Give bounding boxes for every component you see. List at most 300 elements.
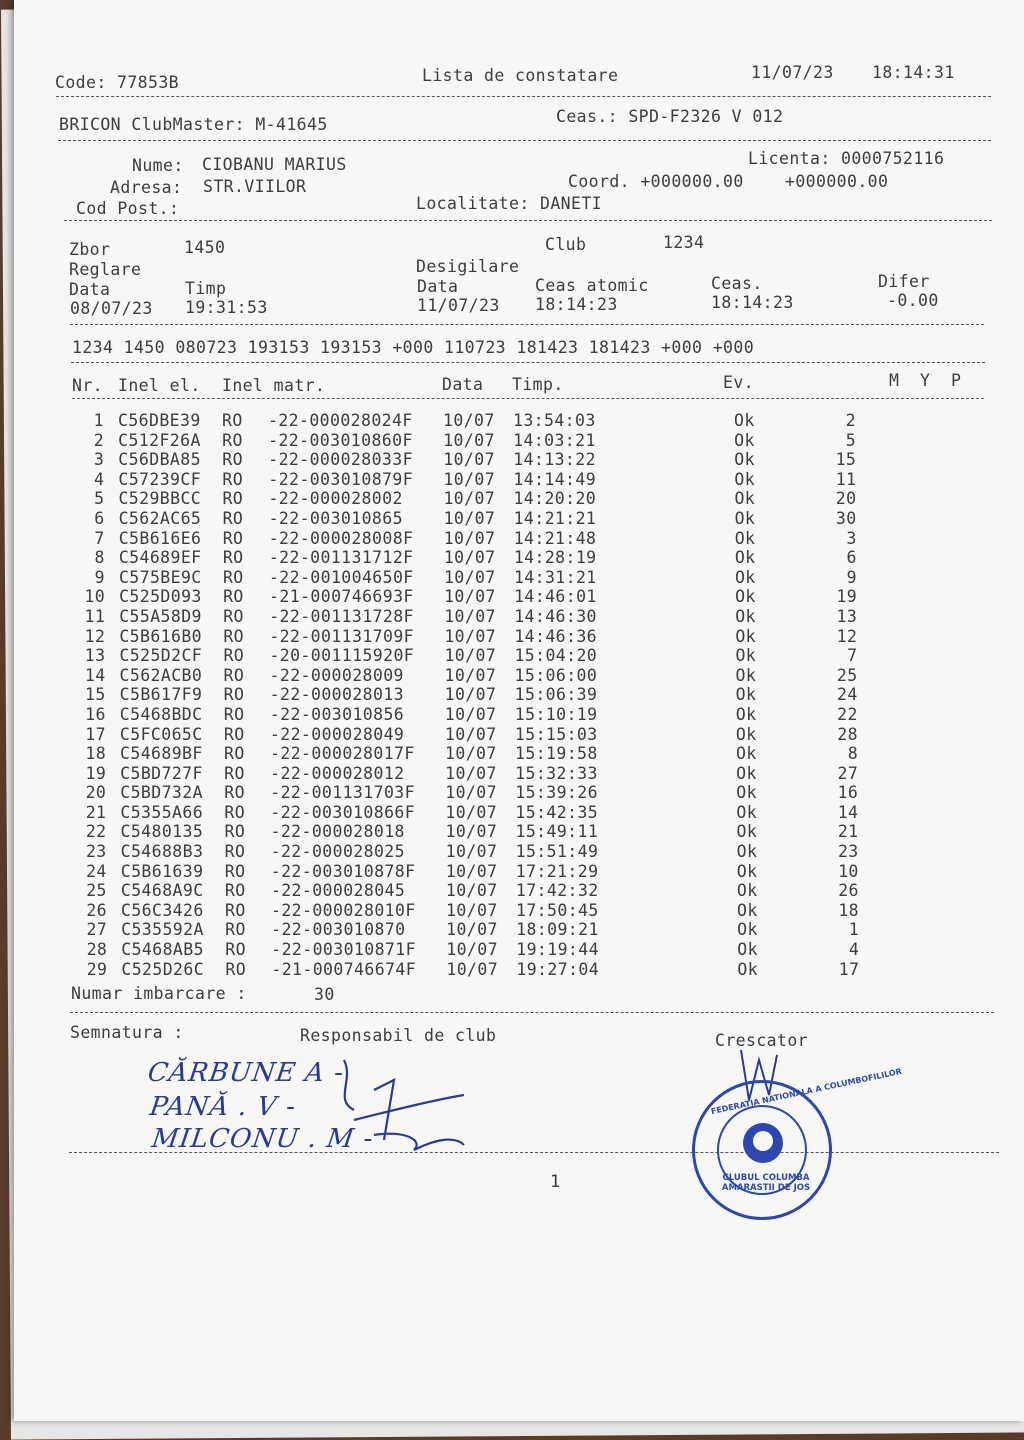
- arrival-date: 10/07: [444, 704, 497, 724]
- row-number: 12: [84, 626, 106, 646]
- event-status: Ok: [735, 606, 756, 626]
- ring-matr: -22-000028010F: [271, 900, 416, 920]
- arrival-date: 10/07: [446, 940, 498, 960]
- stamp-logo-icon: [743, 1123, 783, 1163]
- event-status: Ok: [734, 528, 756, 548]
- date-label-2: Data: [417, 277, 459, 296]
- ring-el: C562ACB0: [119, 665, 203, 685]
- ring-el: C5B617F9: [119, 685, 203, 705]
- ring-matr: -22-003010870: [271, 920, 406, 940]
- arrival-date: 10/07: [445, 881, 498, 901]
- country-code: RO: [223, 626, 244, 646]
- arrival-date: 10/07: [443, 450, 495, 470]
- event-status: Ok: [734, 508, 756, 528]
- ring-matr: -21-000746693F: [269, 587, 414, 607]
- clock-time: 18:14:23: [711, 293, 794, 312]
- breeder-label: Crescator: [715, 1031, 809, 1050]
- ring-el: C54688B3: [120, 842, 204, 862]
- row-number: 9: [94, 567, 105, 587]
- country-code: RO: [225, 959, 247, 979]
- country-code: RO: [223, 724, 245, 744]
- ring-matr: -22-000028049: [269, 724, 405, 744]
- col-ring-matr: Inel matr.: [222, 376, 326, 395]
- position: 20: [835, 489, 857, 509]
- country-code: RO: [224, 744, 245, 764]
- row-number: 1: [93, 411, 104, 430]
- country-code: RO: [224, 802, 246, 822]
- country-code: RO: [223, 587, 244, 607]
- event-status: Ok: [736, 881, 758, 901]
- ring-matr: -22-003010856: [269, 704, 405, 724]
- event-status: Ok: [736, 763, 757, 783]
- position: 28: [837, 724, 858, 744]
- stamp-top-text: FEDERATIA NATIONALA A COLUMBOFILILOR: [710, 1066, 903, 1117]
- ring-matr: -22-003010860F: [268, 430, 413, 450]
- table-row: [70, 411, 970, 431]
- locality: Localitate: DANETI: [416, 194, 603, 213]
- country-code: RO: [222, 450, 243, 470]
- row-number: 28: [86, 940, 108, 960]
- table-row: [70, 489, 970, 509]
- country-code: RO: [224, 763, 245, 783]
- row-number: 27: [86, 920, 108, 940]
- ring-el: C5480135: [120, 822, 204, 842]
- event-status: Ok: [734, 450, 755, 470]
- ring-matr: -22-000028033F: [268, 450, 413, 470]
- country-code: RO: [224, 842, 246, 862]
- country-code: RO: [223, 685, 245, 705]
- arrival-time: 19:19:44: [516, 940, 599, 960]
- divider: [58, 140, 991, 141]
- arrival-date: 10/07: [446, 959, 499, 979]
- position: 14: [837, 802, 859, 822]
- ring-matr: -22-001131703F: [270, 783, 415, 803]
- event-status: Ok: [735, 704, 757, 724]
- arrival-time: 17:21:29: [515, 861, 599, 881]
- table-row: [71, 646, 971, 666]
- row-number: 13: [84, 646, 106, 666]
- arrival-date: 10/07: [443, 528, 496, 548]
- arrival-date: 10/07: [444, 626, 496, 646]
- ring-el: C562AC65: [118, 508, 202, 528]
- position: 25: [836, 665, 858, 685]
- handwritten-name-1: CĂRBUNE A -: [145, 1058, 347, 1088]
- address-label: Adresa:: [110, 178, 183, 197]
- ring-el: C525D2CF: [119, 646, 203, 666]
- arrival-time: 15:42:35: [515, 802, 599, 822]
- ring-matr: -22-000028008F: [268, 528, 414, 548]
- arrival-time: 15:19:58: [515, 744, 598, 764]
- position: 11: [835, 469, 857, 489]
- arrival-time: 15:49:11: [515, 822, 599, 842]
- ring-matr: -22-003010879F: [268, 469, 414, 489]
- position: 6: [846, 548, 857, 568]
- divider: [64, 220, 992, 221]
- arrival-time: 15:04:20: [514, 646, 598, 666]
- ring-matr: -22-000028018: [270, 822, 405, 842]
- arrival-time: 14:28:19: [513, 548, 597, 568]
- boarding-count: 30: [314, 985, 335, 1004]
- event-status: Ok: [734, 430, 755, 450]
- row-number: 29: [86, 959, 108, 979]
- row-number: 25: [86, 881, 107, 901]
- position: 5: [845, 430, 857, 450]
- divider: [69, 1152, 999, 1153]
- club-stamp: [692, 1066, 903, 1220]
- ring-matr: -22-000028012: [270, 763, 405, 783]
- row-number: 5: [94, 489, 105, 509]
- arrival-date: 10/07: [443, 567, 496, 587]
- arrival-time: 15:06:39: [514, 685, 598, 705]
- arrival-date: 10/07: [443, 489, 496, 509]
- ring-el: C575BE9C: [118, 567, 202, 587]
- position: 8: [847, 744, 859, 764]
- country-code: RO: [222, 469, 244, 489]
- atomic-time: 18:14:23: [535, 295, 618, 314]
- arrival-date: 10/07: [443, 411, 495, 430]
- ring-el: C56DBE39: [118, 411, 201, 430]
- event-status: Ok: [737, 920, 758, 940]
- arrival-date: 10/07: [445, 822, 498, 842]
- arrival-time: 14:46:36: [514, 626, 597, 646]
- arrival-date: 10/07: [444, 606, 496, 626]
- table-row: [71, 529, 971, 549]
- event-status: Ok: [734, 469, 756, 489]
- col-ring-el: Inel el.: [118, 376, 201, 395]
- clock-label-2: Ceas.: [711, 274, 763, 293]
- event-status: Ok: [735, 646, 757, 666]
- position: 12: [836, 626, 858, 646]
- report-title: Lista de constatare: [422, 66, 619, 85]
- arrival-date: 10/07: [445, 802, 498, 822]
- table-row: [72, 803, 972, 823]
- ring-matr: -22-003010878F: [270, 861, 416, 881]
- table-row: [73, 901, 973, 921]
- ring-el: C5B616B0: [119, 626, 202, 646]
- device-label: BRICON ClubMaster: M-41645: [59, 115, 328, 134]
- event-status: Ok: [735, 587, 756, 607]
- table-row: [72, 666, 972, 686]
- ring-el: C5468BDC: [119, 704, 203, 724]
- arrival-date: 10/07: [445, 763, 497, 783]
- table-row: [73, 822, 973, 842]
- report-code: Code: 77853B: [55, 73, 180, 92]
- position: 15: [835, 450, 857, 470]
- event-status: Ok: [736, 861, 758, 881]
- postal-label: Cod Post.:: [76, 199, 180, 218]
- event-status: Ok: [734, 548, 756, 568]
- arrival-time: 15:32:33: [515, 763, 598, 783]
- ring-matr: -22-001131709F: [269, 626, 414, 646]
- country-code: RO: [222, 548, 244, 568]
- row-number: 4: [94, 469, 105, 489]
- col-nr: Nr.: [72, 376, 104, 395]
- row-number: 17: [85, 724, 106, 744]
- divider: [70, 324, 984, 325]
- arrival-time: 17:50:45: [516, 900, 599, 920]
- table-row: [72, 744, 972, 764]
- ring-matr: -22-000028017F: [270, 744, 415, 764]
- arrival-date: 10/07: [443, 430, 495, 450]
- position: 18: [838, 900, 859, 920]
- ring-el: C54689EF: [118, 548, 202, 568]
- boarding-label: Numar imbarcare :: [71, 984, 247, 1003]
- arrival-time: 14:46:30: [514, 606, 597, 626]
- ring-matr: -22-001004650F: [268, 567, 414, 587]
- event-status: Ok: [737, 940, 758, 960]
- ring-el: C56DBA85: [118, 450, 201, 470]
- ring-matr: -22-003010865: [268, 508, 403, 528]
- position: 2: [845, 411, 856, 430]
- name-label: Nume:: [132, 156, 184, 175]
- arrival-date: 10/07: [444, 665, 497, 685]
- country-code: RO: [222, 528, 244, 548]
- report-date: 11/07/23: [751, 63, 834, 82]
- country-code: RO: [225, 900, 246, 920]
- country-code: RO: [223, 704, 245, 724]
- atomic-clock-label: Ceas atomic: [535, 276, 649, 295]
- setting-time: 19:31:53: [185, 298, 268, 317]
- arrival-time: 19:27:04: [516, 959, 600, 979]
- results-table: [70, 411, 970, 979]
- setting-label: Reglare: [69, 260, 142, 279]
- arrival-date: 10/07: [443, 508, 496, 528]
- flight-label: Zbor: [69, 240, 111, 259]
- table-row: [73, 920, 973, 940]
- country-code: RO: [224, 822, 246, 842]
- ring-el: C529BBCC: [118, 489, 202, 509]
- position: 17: [838, 959, 860, 979]
- arrival-time: 14:03:21: [513, 430, 596, 450]
- event-status: Ok: [735, 724, 757, 744]
- event-status: Ok: [737, 959, 759, 979]
- divider: [56, 96, 991, 97]
- row-number: 19: [85, 763, 107, 783]
- table-row: [71, 587, 971, 607]
- ring-matr: -21-000746674F: [271, 959, 417, 979]
- table-row: [73, 960, 973, 980]
- row-number: 26: [86, 900, 107, 920]
- report-time: 18:14:31: [872, 63, 955, 82]
- handwritten-name-3: MILCONU . M -: [149, 1124, 376, 1154]
- event-status: Ok: [736, 802, 758, 822]
- col-myp: M Y P: [889, 371, 962, 390]
- table-row: [70, 470, 970, 490]
- ring-matr: -22-000028009: [269, 665, 404, 685]
- country-code: RO: [224, 783, 245, 803]
- position: 16: [837, 783, 859, 803]
- arrival-date: 10/07: [444, 724, 497, 744]
- arrival-date: 10/07: [446, 900, 498, 920]
- ring-el: C55A58D9: [119, 606, 202, 626]
- ring-el: C57239CF: [118, 469, 202, 489]
- arrival-date: 10/07: [444, 685, 497, 705]
- table-row: [71, 548, 971, 568]
- row-number: 6: [94, 508, 105, 528]
- arrival-time: 15:51:49: [515, 842, 599, 862]
- ring-matr: -22-003010871F: [271, 940, 416, 960]
- country-code: RO: [222, 567, 244, 587]
- arrival-date: 10/07: [445, 842, 498, 862]
- arrival-time: 14:21:48: [513, 528, 597, 548]
- position: 24: [837, 685, 858, 705]
- row-number: 2: [93, 430, 105, 450]
- table-row: [72, 764, 972, 784]
- position: 23: [837, 842, 859, 862]
- arrival-date: 10/07: [445, 783, 497, 803]
- ring-el: C5BD727F: [120, 763, 203, 783]
- row-number: 22: [85, 822, 107, 842]
- coordinates: Coord. +000000.00 +000000.00: [568, 172, 889, 191]
- ring-matr: -22-001131712F: [268, 548, 414, 568]
- license: Licenta: 0000752116: [748, 149, 945, 168]
- country-code: RO: [222, 411, 243, 430]
- event-status: Ok: [735, 685, 757, 705]
- country-code: RO: [224, 861, 246, 881]
- divider: [72, 398, 984, 399]
- ring-el: C56C3426: [121, 900, 204, 920]
- table-row: [73, 862, 973, 882]
- table-row: [70, 431, 970, 451]
- position: 26: [838, 881, 859, 901]
- row-number: 11: [84, 606, 106, 626]
- ring-matr: -22-000028002: [268, 489, 403, 509]
- table-row: [72, 685, 972, 705]
- printed-report: [14, 0, 1024, 1421]
- stamp-bottom-text: CLUBUL COLUMBA AMARASTII DE JOS: [721, 1173, 811, 1193]
- arrival-time: 15:06:00: [514, 665, 598, 685]
- arrival-date: 10/07: [444, 587, 496, 607]
- row-number: 10: [84, 587, 106, 607]
- clock-label: Ceas.: SPD-F2326 V 012: [556, 107, 784, 126]
- position: 7: [847, 646, 858, 666]
- position: 3: [846, 528, 857, 548]
- event-status: Ok: [736, 842, 758, 862]
- country-code: RO: [223, 606, 244, 626]
- table-row: [73, 842, 973, 862]
- event-status: Ok: [735, 626, 756, 646]
- table-row: [71, 568, 971, 588]
- row-number: 23: [85, 842, 107, 862]
- row-number: 18: [85, 744, 107, 764]
- position: 19: [836, 587, 858, 607]
- ring-matr: -22-000028045: [270, 881, 406, 901]
- table-row: [73, 940, 973, 960]
- ring-el: C5FC065C: [119, 724, 203, 744]
- arrival-time: 15:39:26: [515, 783, 598, 803]
- arrival-date: 10/07: [443, 548, 496, 568]
- arrival-time: 14:20:20: [513, 489, 597, 509]
- ring-el: C54689BF: [120, 744, 203, 764]
- ring-el: C525D26C: [121, 959, 205, 979]
- arrival-time: 18:09:21: [516, 920, 599, 940]
- signature-scribble: [314, 1040, 514, 1160]
- arrival-time: 14:14:49: [513, 469, 597, 489]
- event-status: Ok: [736, 744, 757, 764]
- ring-el: C5468AB5: [121, 940, 204, 960]
- ring-matr: -20-001115920F: [269, 646, 415, 666]
- row-number: 8: [94, 548, 105, 568]
- ring-matr: -22-000028013: [269, 685, 405, 705]
- table-row: [71, 509, 971, 529]
- unsealing-date: 11/07/23: [417, 296, 500, 315]
- table-row: [72, 783, 972, 803]
- ring-matr: -22-001131728F: [269, 606, 414, 626]
- position: 21: [837, 822, 859, 842]
- date-label: Data: [69, 280, 111, 299]
- arrival-date: 10/07: [445, 744, 497, 764]
- country-code: RO: [224, 881, 246, 901]
- club-responsible-label: Responsabil de club: [300, 1026, 497, 1045]
- ring-el: C5BD732A: [120, 783, 203, 803]
- position: 1: [848, 920, 860, 940]
- position: 4: [848, 940, 860, 960]
- time-label: Timp: [185, 279, 227, 298]
- col-time: Timp.: [512, 375, 564, 394]
- event-status: Ok: [734, 411, 755, 430]
- country-code: RO: [222, 430, 243, 450]
- arrival-time: 15:15:03: [514, 724, 598, 744]
- ring-el: C5B61639: [120, 861, 204, 881]
- arrival-time: 13:54:03: [513, 411, 596, 430]
- row-number: 16: [85, 704, 106, 724]
- country-code: RO: [223, 646, 245, 666]
- ring-matr: -22-003010866F: [270, 802, 416, 822]
- flight-number: 1450: [184, 238, 226, 257]
- row-number: 15: [85, 685, 106, 705]
- position: 22: [837, 704, 858, 724]
- event-status: Ok: [736, 822, 758, 842]
- row-number: 24: [86, 861, 107, 881]
- ring-matr: -22-000028024F: [268, 411, 413, 430]
- row-number: 20: [85, 783, 107, 803]
- table-row: [72, 705, 972, 725]
- row-number: 3: [93, 450, 105, 470]
- divider: [71, 362, 985, 363]
- arrival-time: 14:46:01: [514, 587, 597, 607]
- event-status: Ok: [737, 900, 758, 920]
- ring-el: C535592A: [121, 920, 204, 940]
- owner-name: CIOBANU MARIUS: [202, 155, 347, 174]
- time-difference: -0.00: [887, 291, 939, 310]
- table-row: [72, 725, 972, 745]
- event-status: Ok: [734, 489, 756, 509]
- arrival-time: 14:13:22: [513, 450, 596, 470]
- ring-el: C5B616E6: [118, 528, 202, 548]
- unsealing-label: Desigilare: [416, 257, 520, 276]
- arrival-date: 10/07: [443, 469, 496, 489]
- col-date: Data: [442, 375, 484, 394]
- position: 13: [836, 606, 858, 626]
- country-code: RO: [222, 508, 244, 528]
- signature-label: Semnatura :: [70, 1023, 184, 1042]
- arrival-time: 15:10:19: [514, 704, 598, 724]
- ring-el: C5355A66: [120, 802, 204, 822]
- difference-label: Difer: [878, 272, 930, 291]
- ring-el: C512F26A: [118, 430, 201, 450]
- arrival-date: 10/07: [444, 646, 497, 666]
- club-label: Club: [545, 235, 587, 254]
- ring-el: C525D093: [119, 587, 202, 607]
- arrival-time: 17:42:32: [515, 881, 599, 901]
- position: 9: [846, 567, 857, 587]
- row-number: 7: [94, 528, 105, 548]
- arrival-date: 10/07: [446, 920, 498, 940]
- country-code: RO: [222, 489, 244, 509]
- table-row: [71, 627, 971, 647]
- country-code: RO: [223, 665, 245, 685]
- club-number: 1234: [663, 233, 705, 252]
